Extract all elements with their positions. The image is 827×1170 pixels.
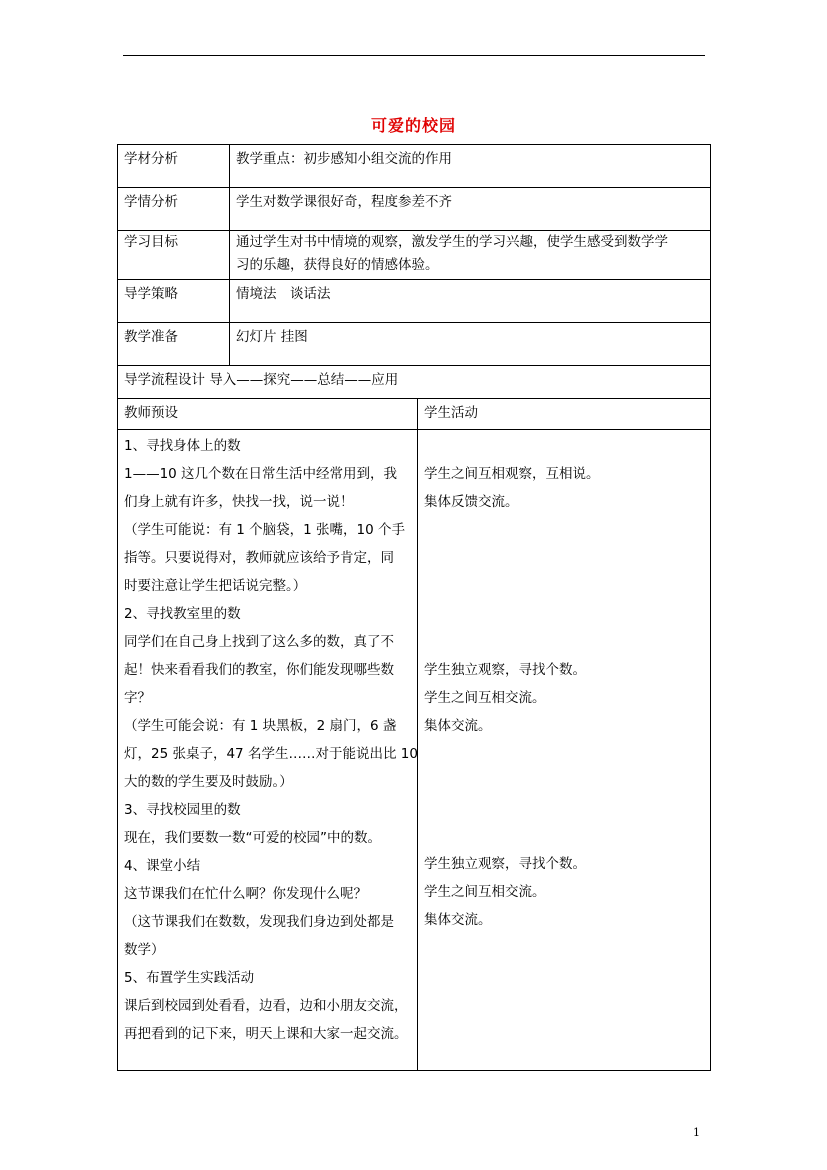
teacher-line: （学生可能会说：有 1 块黑板，2 扇门，6 盏 (124, 718, 397, 734)
teacher-line: 同学们在自己身上找到了这么多的数，真了不 (124, 634, 394, 650)
row-content: 通过学生对书中情境的观察，激发学生的学习兴趣，使学生感受到数学学 习的乐趣，获得良好的情感体验。 (230, 231, 711, 280)
teacher-line: 这节课我们在忙什么啊？你发现什么呢？ (124, 886, 367, 902)
student-line: 集体交流。 (424, 912, 492, 928)
header-rule (123, 55, 705, 56)
teacher-line: 4、课堂小结 (124, 858, 201, 874)
row-label: 学材分析 (118, 145, 230, 188)
student-line: 学生独立观察，寻找个数。 (424, 662, 586, 678)
teacher-line: 起！快来看看我们的教室，你们能发现哪些数 (124, 662, 394, 678)
table-row (118, 145, 711, 188)
student-line: 学生独立观察，寻找个数。 (424, 856, 586, 872)
row-label: 导学策略 (118, 280, 230, 323)
student-line: 学生之间互相交流。 (424, 884, 546, 900)
teacher-line: 课后到校园到处看看，边看，边和小朋友交流， (124, 998, 408, 1014)
student-line: 学生之间互相交流。 (424, 690, 546, 706)
teacher-line: 5、布置学生实践活动 (124, 970, 255, 986)
row-content: 教学重点：初步感知小组交流的作用 (230, 145, 711, 188)
student-line: 学生之间互相观察，互相说。 (424, 466, 600, 482)
teacher-line: 1——10 这几个数在日常生活中经常用到，我 (124, 466, 398, 482)
teacher-line: 再把看到的记下来，明天上课和大家一起交流。 (124, 1026, 408, 1042)
student-activity-cell (418, 430, 711, 1071)
teacher-plan-cell (118, 430, 418, 1071)
row-content: 学生对数学课很好奇，程度参差不齐 (230, 188, 711, 231)
teacher-line: 现在，我们要数一数“可爱的校园”中的数。 (124, 830, 381, 846)
teacher-line: 2、寻找教室里的数 (124, 606, 241, 622)
page-title: 可爱的校园 (370, 116, 456, 135)
teacher-line: 数学） (124, 942, 165, 958)
student-line: 集体反馈交流。 (424, 494, 519, 510)
teacher-line: 1、寻找身体上的数 (124, 438, 241, 454)
table-row (118, 280, 711, 323)
teacher-line: 灯，25 张桌子，47 名学生……对于能说出比 10 (124, 746, 418, 762)
table-row (118, 323, 711, 366)
page-number: 1 (693, 1126, 700, 1139)
teacher-line: 字？ (124, 690, 151, 706)
row-content: 情境法 谈话法 (230, 280, 711, 323)
student-column-header: 学生活动 (418, 399, 711, 430)
teacher-line: 指等。只要说得对，教师就应该给予肯定，同 (124, 550, 394, 566)
table-header-row (118, 399, 711, 430)
row-label: 学习目标 (118, 231, 230, 280)
row-content: 幻灯片 挂图 (230, 323, 711, 366)
lesson-plan-table (117, 144, 711, 1071)
teacher-column-header: 教师预设 (118, 399, 418, 430)
teacher-line: 大的数的学生要及时鼓励。） (124, 774, 293, 790)
teacher-line: 3、寻找校园里的数 (124, 802, 241, 818)
table-row (118, 430, 711, 1071)
row-label: 学情分析 (118, 188, 230, 231)
teacher-line: 时要注意让学生把话说完整。） (124, 578, 307, 594)
table-row (118, 366, 711, 399)
table-row (118, 231, 711, 280)
process-design: 导学流程设计 导入——探究——总结——应用 (118, 366, 711, 399)
teacher-line: 们身上就有许多，快找一找，说一说！ (124, 494, 354, 510)
teacher-line: （学生可能说：有 1 个脑袋，1 张嘴，10 个手 (124, 522, 406, 538)
table-row (118, 188, 711, 231)
teacher-line: （这节课我们在数数，发现我们身边到处都是 (124, 914, 394, 930)
row-label: 教学准备 (118, 323, 230, 366)
student-line: 集体交流。 (424, 718, 492, 734)
